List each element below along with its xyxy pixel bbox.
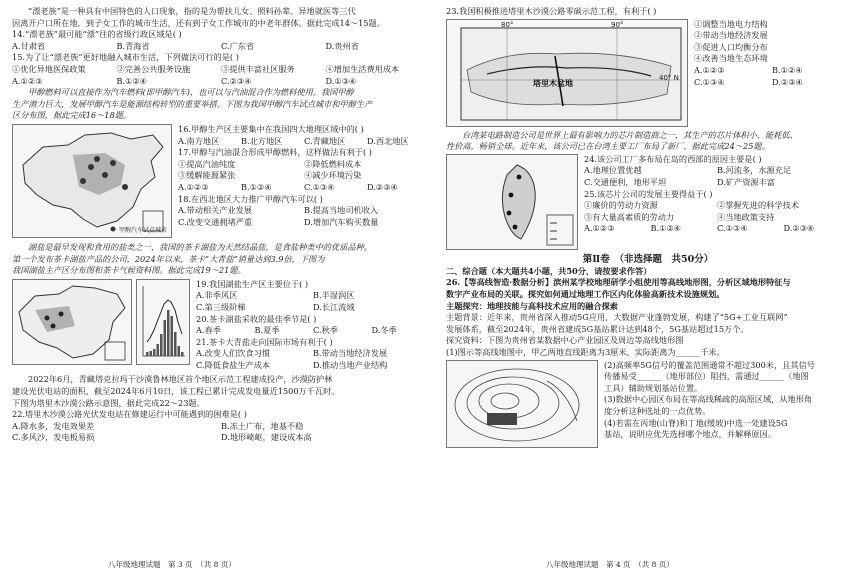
lake-salt-map [12, 279, 132, 365]
question-17: 17.甲醇与汽油混合形成甲醇燃料，这样做法有利于( ) [178, 147, 372, 158]
q24-options: A.地理位置优越 B.河流多，水源充足 [584, 165, 792, 176]
question-18: 18.在西北地区大力推广甲醇汽车可以( ) [178, 193, 323, 204]
q25-items: ③有大量高素质的劳动力 ④当地政策支持 [584, 211, 775, 222]
q24-25-block [446, 154, 850, 250]
q20-options: A.春季 B.夏季 C.秋季 D.冬季 [196, 325, 397, 336]
q18-options: A.带动相关产业发展 B.提高当地司机收入 [178, 205, 379, 216]
chip-intro: 性价高，畅销全球。近年来，该公司已在台湾主要工厂布局了新厂，据此完成24～25题。 [446, 141, 770, 152]
question-26: 数字产业布局的关联。探究如何通过地理工作区内化体验高新技术设施规划。 [446, 288, 725, 299]
q19-21 [190, 279, 430, 372]
q16-options: A.南方地区 B.北方地区 C.青藏地区 D.西北地区 [178, 135, 409, 146]
q21-options: A.改变人们饮食习惯 B.带动当地经济发展 [196, 348, 388, 359]
climate-chart [136, 279, 190, 365]
q15-options: A.①②③ B.①②④ C.②③④ D.①③④ [12, 75, 357, 86]
subquestion-2: 传播易受______（地形部位）阻挡，需通过______（地图 [604, 371, 809, 382]
q24-25 [578, 154, 850, 250]
subquestion-4: (4)若需在丙地(山脊)和丁地(缓坡)中选一处建设5G [604, 417, 788, 428]
methanol-intro: 区分布图，据此完成16～18题。 [12, 110, 132, 121]
q21-options: C.降低食盐生产成本 D.推动当地产业结构 [196, 359, 388, 370]
q25-items: ①廉价的劳动力资源 ②掌握先进的科学技术 [584, 200, 799, 211]
solar-intro: 2022年6月，青藏塔克拉玛干沙漠鲁林地区首个地区示范工程建成投产，沙漠防护林 [28, 374, 333, 385]
intro-line: “漂老族”是一种具有中国特色的人口现象，指的是为帮扶儿女、照料孙辈、异地就医等三代 [28, 6, 356, 16]
solar-intro: 建设光伏电站的面积，截至2024年6月10日，该工程已累计完成发电量近1500万千瓦时。 [12, 386, 340, 397]
q23-options: C.①③④ D.②③④ [694, 76, 803, 87]
question-15: 15.为了让“漂老族”更好地融入城市生活，下列做法可行的是( ) [12, 52, 239, 63]
lake-intro: 我国湖盐主产区分布图和茶卡气候资料图。据此完成19～21题。 [12, 265, 246, 276]
left-page [12, 6, 430, 574]
page-footer-3: 八年级地理试题 第 3 页 （共 8 页） [108, 560, 236, 569]
q17-items: ①提高汽油纯度 ②降低燃料成本 [178, 158, 362, 169]
subquestion-3: (3)数据中心园区布局在等高线稀疏的高原区域，从地形角 [604, 394, 813, 405]
subquestion-1: (1)图示等高线地图中，甲乙两地直线距离为3厘米，实际距离为______千米。 [446, 346, 725, 357]
section-title: 第Ⅱ卷 （非选择题 共50分） [582, 253, 714, 265]
lake-intro: 湖盐是最早发现和食用的盐类之一，我国的茶卡湖盐为天然结晶盐，是食盐种类中的优质品种。 [28, 241, 372, 252]
q23-options: A.①②③ B.①②④ [694, 64, 803, 75]
q23-item: ④改善当地生态环境 [694, 53, 768, 64]
lake-intro: 第一个发布茶卡湖盐产品的公司，2024年以来，茶卡“大青盐”销量达到3.9倍，下图为 [12, 253, 325, 264]
contour-map [446, 360, 598, 448]
subquestion-3: 度分析这种选址的一点优势。 [604, 405, 711, 416]
map-region-label: 塔里木盆地 [533, 78, 573, 88]
question-16: 16.甲醇生产区主要集中在我国四大地理区域中的( ) [178, 123, 364, 134]
q16-18 [172, 124, 430, 238]
map-legend-text: 甲醇汽车试点城市 [119, 226, 168, 234]
inquiry-line: 探究资料：下图为贵州省某数据中心产业园区及周边等高线地形图 [446, 335, 684, 346]
background-line: 发展体系，截至2024年，贵州省建成5G基站累计达到48个，5G基站超过15万个。 [446, 323, 749, 334]
q22-options: A.降水多，发电效果差 B.冻土广布，地基不稳 [12, 420, 304, 431]
q19-options: C.第三级阶梯 D.长江流域 [196, 301, 355, 312]
lake-salt-block [12, 279, 430, 372]
question-26: 26.【等高线智造·数据分析】滨州某学校地理研学小组使用等高线地形图，分析区域地形特征与 [446, 277, 791, 288]
methanol-block [12, 124, 430, 238]
question-14: 14.“漂老族”最可能“漂”往的省级行政区域是( ) [12, 29, 182, 40]
solar-intro: 下图为塔里木沙漠公路示意图，据此完成22～23题。 [12, 397, 205, 408]
methanol-intro: 甲醇燃料可以直接作为汽车燃料(即甲醇汽车)，也可以与汽油混合作为燃料使用。我国甲醇 [28, 87, 354, 98]
q23-options-block [688, 19, 850, 127]
taiwan-map [446, 154, 578, 250]
china-methanol-map [12, 124, 172, 238]
question-22: 22.塔里木沙漠公路光伏发电站在修建运行中可能遇到的困难是( ) [12, 409, 247, 420]
page-footer-4: 八年级地理试题 第 4 页 （共 8 页） [546, 560, 674, 569]
q22-options: C.多风沙，发电板易损 D.地形崎岖，建设成本高 [12, 432, 312, 443]
q17-options: A.①②③ B.①②④ C.①③④ D.②③④ [178, 181, 398, 192]
subquestions-2-4 [598, 360, 850, 448]
q15-items: ①优化异地医保政策 ②完善公共服务设施 ③提供丰富社区服务 ④增加生活费用成本 [12, 63, 400, 74]
q14-options: A.甘肃省 B.青海省 C.广东省 D.贵州省 [12, 40, 359, 51]
question-25: 25.该芯片公司的发展主要得益于( ) [584, 188, 713, 199]
question-21: 21.茶卡大青盐走向国际市场有利于( ) [196, 336, 333, 347]
question-20: 20.茶卡湖盐采收的最佳季节是( ) [196, 313, 317, 324]
q18-options: C.改变交通拥堵严重 D.增加汽车购买数量 [178, 216, 379, 227]
subquestion-4: 基站，说明应优先选择哪个地点，并解释原因。 [604, 429, 776, 440]
subquestion-2: (2)高频率5G信号的覆盖范围通常不超过300米，且其信号 [604, 359, 815, 370]
q23-block [446, 19, 850, 127]
map-latitude: 40° N [659, 73, 679, 82]
methanol-intro: 生产潜力巨大，发展甲醇汽车是能源结构转型的重要举措。下图为我国甲醇汽车试点城市和甲醇生产 [12, 98, 373, 109]
chip-intro: 台湾某电路制造公司是世界上最有影响力的芯片制造商之一，其生产的芯片体积小、能耗低、 [462, 129, 798, 140]
q19-options: A.非季风区 B.半湿润区 [196, 290, 355, 301]
question-23: 23.我国积极推进塔里木沙漠公路零碳示范工程，有利于( ) [446, 6, 657, 16]
tarim-road-map [446, 19, 688, 127]
q23-item: ③促进人口均衡分布 [694, 41, 768, 52]
map-longitude: 90° [611, 20, 624, 29]
theme-line: 主题探究：地理技能与高科技术应用的融合探索 [446, 300, 618, 311]
question-19: 19.我国湖盐生产区主要位于( ) [196, 278, 309, 289]
contour-block [446, 360, 850, 448]
q23-item: ②带动当地经济发展 [694, 30, 768, 41]
q17-items: ③缓解能源紧张 ④减少环境污染 [178, 170, 362, 181]
question-24: 24.该公司工厂多布局在岛的西部的原因主要是( ) [584, 153, 762, 164]
q23-item: ①调整当地电力结构 [694, 18, 768, 29]
q24-options: C.交通便利，地形平坦 D.矿产资源丰富 [584, 176, 775, 187]
part-two-heading: 二、综合题（本大题共4小题，共50分，请按要求作答） [446, 265, 652, 276]
subquestion-2: 工具）辅助规划基站位置。 [604, 382, 703, 393]
q25-options: A.①②③ B.①②④ C.①③④ D.②③④ [584, 223, 815, 234]
intro-line: 因离开户口所在地，到子女工作的城市生活，还有到子女工作城市的中老年群体。据此完成14～15题。 [12, 17, 385, 28]
map-longitude: 80° [501, 20, 514, 29]
right-page [446, 6, 850, 574]
background-line: 主题背景：近年来，贵州省深入推动5G应用，大数据产业蓬勃发展，构建了“5G+工业互联网” [446, 312, 788, 323]
